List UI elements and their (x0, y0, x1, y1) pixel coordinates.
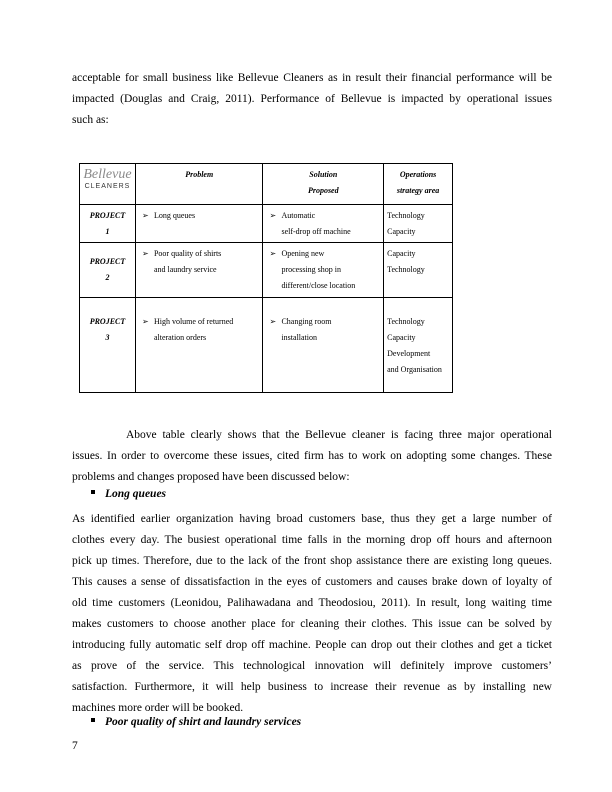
long-queues-paragraph (72, 509, 552, 719)
problem-cell: ➢ Poor quality of shirts and laundry service (135, 243, 263, 298)
text-line: As identified earlier organization having broad customers base, thus they get a large number of (72, 513, 552, 525)
text-line: pick up times. Therefore, due to the lack of the front shop assistance there are existing long queues. (72, 555, 552, 567)
logo-name: Bellevue (83, 167, 132, 182)
arrowhead-bullet-icon: ➢ (141, 211, 149, 220)
bellevue-logo (80, 164, 135, 192)
area-cell: Technology Capacity Development and Organisation (384, 298, 453, 393)
problem-cell: ➢ High volume of returned alteration orders (135, 298, 263, 393)
logo-cell (80, 164, 136, 205)
area-cell: Capacity Technology (384, 243, 453, 298)
text-line: makes customers to choose another place for cleaning their clothes. This issue can be solved by (72, 618, 552, 630)
table-row (80, 298, 453, 393)
project-label: PROJECT 3 (80, 298, 136, 393)
arrowhead-bullet-icon: ➢ (269, 211, 277, 220)
page-number: 7 (72, 740, 78, 752)
solution-cell: ➢ Opening new processing shop in different/close location (263, 243, 384, 298)
project-label: PROJECT 2 (80, 243, 136, 298)
text-line: clothes every day. The busiest operational time falls in the morning drop off hours and afternoon (72, 534, 552, 546)
text-line: impacted (Douglas and Craig, 2011). Performance of Bellevue is impacted by operational issues (72, 93, 552, 105)
bullet-heading-poor-quality: Poor quality of shirt and laundry services (91, 716, 301, 728)
square-bullet-icon (91, 490, 95, 494)
table-row (80, 243, 453, 298)
table-row (80, 205, 453, 243)
operations-table (79, 163, 453, 393)
intro-paragraph (72, 68, 552, 131)
problem-cell: ➢ Long queues (135, 205, 263, 243)
logo-sub: CLEANERS (84, 183, 131, 190)
text-line: such as: (72, 114, 109, 126)
text-line: old time customers (Leonidou, Palihawadana and Theodosiou, 2011). In result, long waiting time (72, 597, 552, 609)
arrowhead-bullet-icon: ➢ (141, 249, 149, 258)
header-problem: Problem (135, 164, 263, 205)
text-line: satisfaction. Furthermore, it will help business to increase their revenue as by installing new (72, 681, 552, 693)
area-cell: Technology Capacity (384, 205, 453, 243)
project-label: PROJECT 1 (80, 205, 136, 243)
square-bullet-icon (91, 718, 95, 722)
solution-cell: ➢ Automatic self-drop off machine (263, 205, 384, 243)
header-solution: Solution Proposed (263, 164, 384, 205)
text-line: problems and changes proposed have been discussed below: (72, 471, 350, 483)
solution-cell: ➢ Changing room installation (263, 298, 384, 393)
analysis-paragraph (72, 425, 552, 488)
text-line: Above table clearly shows that the Bellevue cleaner is facing three major operational (126, 429, 552, 441)
text-line: acceptable for small business like Bellevue Cleaners as in result their financial performance will be (72, 72, 552, 84)
arrowhead-bullet-icon: ➢ (141, 317, 149, 326)
text-line: machines more order will be booked. (72, 702, 244, 714)
header-operations: Operations strategy area (384, 164, 453, 205)
arrowhead-bullet-icon: ➢ (269, 249, 277, 258)
arrowhead-bullet-icon: ➢ (269, 317, 277, 326)
text-line: introducing fully automatic self drop off machine. People can drop out their clothes and get a ticket (72, 639, 552, 651)
bullet-heading-long-queues: Long queues (91, 488, 166, 500)
text-line: This causes a sense of dissatisfaction in the eyes of customers and causes brake down of loyalty of (72, 576, 552, 588)
text-line: as prove of the service. This technological innovation will definitely improve customers’ (72, 660, 552, 672)
table-header-row (80, 164, 453, 205)
text-line: issues. In order to overcome these issues, cited firm has to work on adopting some changes. These (72, 450, 552, 462)
